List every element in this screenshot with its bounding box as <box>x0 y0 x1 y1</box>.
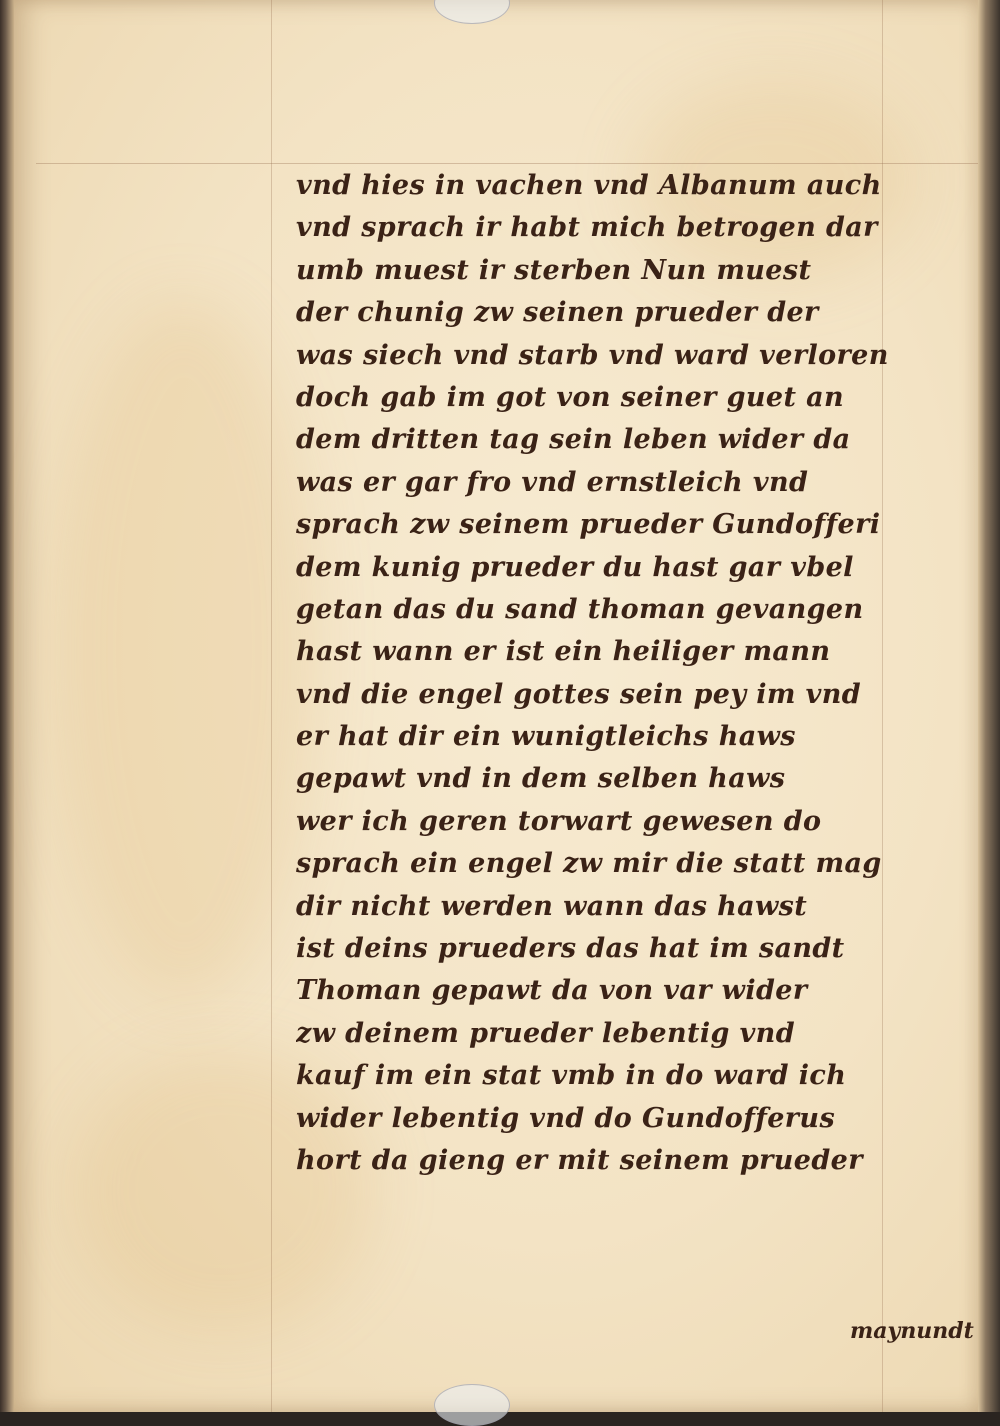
manuscript-line: zw deinem prueder lebentig vnd <box>296 1017 795 1049</box>
manuscript-line: vnd sprach ir habt mich betrogen dar <box>296 212 878 244</box>
manuscript-line: hort da gieng er mit seinem prueder <box>296 1144 863 1176</box>
manuscript-line: wider lebentig vnd do Gundofferus <box>296 1102 836 1134</box>
manuscript-line: sprach zw seinem prueder Gundofferi <box>296 509 881 541</box>
bottom-page-clip <box>434 1384 510 1426</box>
manuscript-line: dem kunig prueder du hast gar vbel <box>296 551 854 583</box>
paper-stain <box>54 300 314 1000</box>
manuscript-line: was er gar fro vnd ernstleich vnd <box>296 466 809 498</box>
manuscript-line: Thoman gepawt da von var wider <box>296 975 808 1007</box>
ruling-line-left <box>271 0 272 1412</box>
manuscript-line: wer ich geren torwart gewesen do <box>296 805 822 837</box>
manuscript-line: gepawt vnd in dem selben haws <box>296 763 786 795</box>
manuscript-line: vnd hies in vachen vnd Albanum auch <box>296 170 882 201</box>
manuscript-line: vnd die engel gottes sein pey im vnd <box>296 678 862 710</box>
manuscript-text-block <box>296 165 906 1182</box>
manuscript-page <box>14 0 978 1412</box>
manuscript-line: kauf im ein stat vmb in do ward ich <box>296 1060 847 1092</box>
manuscript-line: der chunig zw seinen prueder der <box>296 297 819 329</box>
binding-left-edge <box>0 0 14 1412</box>
manuscript-line: umb muest ir sterben Nun muest <box>296 254 812 286</box>
manuscript-line: ist deins prueders das hat im sandt <box>296 933 845 965</box>
ruling-line-horizontal <box>36 163 986 164</box>
manuscript-line: getan das du sand thoman gevangen <box>296 593 864 625</box>
manuscript-line: was siech vnd starb vnd ward verloren <box>296 339 889 371</box>
manuscript-line: dem dritten tag sein leben wider da <box>296 424 851 456</box>
manuscript-line: dir nicht werden wann das hawst <box>296 890 808 922</box>
manuscript-line: doch gab im got von seiner guet an <box>296 381 845 413</box>
manuscript-line: er hat dir ein wunigtleichs haws <box>296 721 796 753</box>
manuscript-line: hast wann er ist ein heiliger mann <box>296 636 831 668</box>
binding-right-edge <box>978 0 1000 1412</box>
top-page-clip <box>434 0 510 24</box>
manuscript-line: sprach ein engel zw mir die statt mag <box>296 848 882 880</box>
catchword: maynundt <box>850 1318 974 1344</box>
